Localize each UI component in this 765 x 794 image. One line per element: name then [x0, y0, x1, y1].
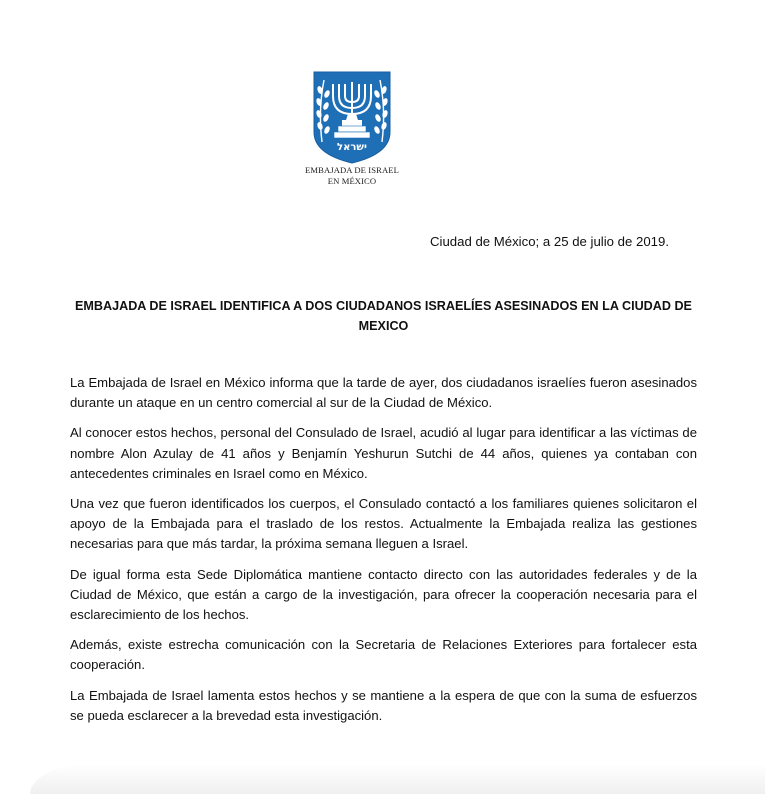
embassy-caption-line2: EN MÉXICO — [327, 176, 377, 186]
svg-text:ישראל: ישראל — [337, 142, 367, 153]
page-bottom-shadow — [30, 764, 765, 794]
paragraph-2: Al conocer estos hechos, personal del Consulado de Israel, acudió al lugar para identificar a las víctimas de nombre Alon Azulay de 41 años y Benjamín Yeshurun Sutchi de 44 años, quienes ya contaban con antecedentes criminales en Israel como en México. — [70, 425, 697, 481]
press-release-headline: EMBAJADA DE ISRAEL IDENTIFICA A DOS CIUDADANOS ISRAELÍES ASESINADOS EN LA CIUDAD DE MEXICO — [75, 299, 692, 333]
paragraph-5: Además, existe estrecha comunicación con la Secretaria de Relaciones Exteriores para fortalecer esta cooperación. — [70, 637, 697, 673]
press-release-body — [70, 373, 697, 736]
embassy-caption-line1: EMBAJADA DE ISRAEL — [305, 165, 399, 175]
paragraph-4: De igual forma esta Sede Diplomática mantiene contacto directo con las autoridades federales y de la Ciudad de México, que están a cargo de la investigación, para ofrecer la cooperación necesaria para el esclarecimiento de los hechos. — [70, 566, 697, 623]
date-line: Ciudad de México; a 25 de julio de 2019. — [429, 234, 669, 249]
paragraph-6: La Embajada de Israel lamenta estos hechos y se mantiene a la espera de que con la suma de esfuerzos se pueda esclarecer a la brevedad esta investigación. — [70, 687, 697, 723]
emblem-of-israel-menorah-icon — [312, 70, 392, 164]
embassy-caption — [290, 165, 414, 187]
paragraph-1: La Embajada de Israel en México informa que la tarde de ayer, dos ciudadanos israelíes fueron asesinados durante un ataque en un centro comercial al sur de la Ciudad de México. — [70, 375, 697, 411]
paragraph-3: Una vez que fueron identificados los cuerpos, el Consulado contactó a los familiares quienes solicitaron el apoyo de la Embajada para el traslado de los restos. Actualmente la Embajada realiza las gestiones necesarias para que más tardar, la próxima semana lleguen a Israel. — [70, 496, 697, 552]
